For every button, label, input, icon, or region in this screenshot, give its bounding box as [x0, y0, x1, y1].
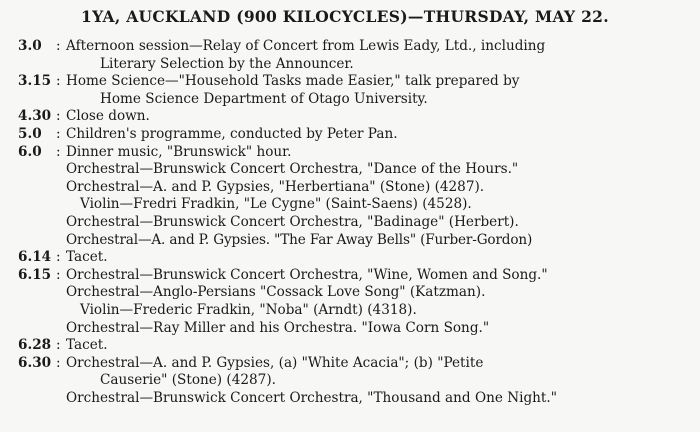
- programme-entry: [0, 355, 690, 373]
- entry-text: Children's programme, conducted by Peter Pan.: [66, 125, 398, 142]
- item-text: Violin—Fredri Fradkin, "Le Cygne" (Saint-Saens) (4528).: [80, 196, 472, 213]
- entry-text: Orchestral—A. and P. Gypsies, (a) "White Acacia"; (b) "Petite: [66, 354, 484, 371]
- entry-time: 6.15: [18, 266, 52, 283]
- entry-time: 6.30: [18, 354, 52, 371]
- item-text: Violin—Frederic Fradkin, "Noba" (Arndt) (4318).: [80, 301, 417, 318]
- entry-time: 4.30: [18, 108, 52, 125]
- programme-item: [0, 196, 690, 214]
- programme-entry: [0, 108, 690, 126]
- programme-entry: [0, 126, 690, 144]
- entry-time: 3.0: [18, 38, 42, 54]
- programme-entry: [0, 73, 690, 91]
- programme-entry: [0, 144, 690, 162]
- programme-item: [0, 179, 690, 197]
- time-separator: :: [56, 266, 61, 283]
- time-separator: :: [56, 125, 61, 142]
- item-text: Orchestral—Brunswick Concert Orchestra, "Dance of the Hours.": [66, 161, 519, 178]
- item-text: Orchestral—Brunswick Concert Orchestra, "Badinage" (Herbert).: [66, 213, 519, 230]
- time-separator: :: [56, 337, 61, 354]
- entry-time: 6.14: [18, 249, 52, 266]
- entry-time: 6.28: [18, 337, 52, 354]
- programme-item: [0, 214, 690, 232]
- programme-entry-continuation: [0, 372, 690, 390]
- programme-entry-continuation: [0, 56, 690, 74]
- item-text: Orchestral—Ray Miller and his Orchestra. "Iowa Corn Song.": [66, 319, 490, 336]
- time-separator: :: [56, 354, 61, 371]
- entry-text: Dinner music, "Brunswick" hour.: [66, 143, 292, 160]
- time-separator: :: [56, 249, 61, 266]
- entry-text: Home Science Department of Otago University.: [100, 90, 428, 107]
- time-separator: :: [56, 73, 61, 90]
- programme-item: [0, 390, 690, 408]
- programme-item: [0, 302, 690, 320]
- entry-text: Orchestral—Brunswick Concert Orchestra, "Wine, Women and Song.": [66, 266, 548, 283]
- entry-time: 3.15: [18, 73, 52, 90]
- programme-entry: [0, 267, 690, 285]
- programme-item: [0, 161, 690, 179]
- programme-entry: [0, 249, 690, 267]
- programme-entry: [0, 337, 690, 355]
- entry-text: Literary Selection by the Announcer.: [100, 55, 354, 72]
- item-text: Orchestral—A. and P. Gypsies. "The Far Away Bells" (Furber-Gordon): [66, 231, 533, 248]
- time-separator: :: [56, 108, 61, 125]
- entry-time: 6.0: [18, 143, 42, 160]
- programme-entry: [0, 38, 690, 56]
- entry-text: Afternoon session—Relay of Concert from Lewis Eady, Ltd., including: [66, 38, 546, 54]
- programme-item: [0, 232, 690, 250]
- programme-item: [0, 320, 690, 338]
- entry-text: Causerie" (Stone) (4287).: [100, 372, 276, 389]
- item-text: Orchestral—Anglo-Persians "Cossack Love Song" (Katzman).: [66, 284, 486, 301]
- entry-text: Tacet.: [66, 337, 108, 354]
- station-heading: 1YA, AUCKLAND (900 KILOCYCLES)—THURSDAY, MAY 22.: [81, 7, 609, 26]
- item-text: Orchestral—A. and P. Gypsies, "Herbertiana" (Stone) (4287).: [66, 178, 485, 195]
- entry-text: Home Science—"Household Tasks made Easier," talk prepared by: [66, 73, 520, 90]
- time-separator: :: [56, 38, 61, 54]
- entry-text: Tacet.: [66, 249, 108, 266]
- time-separator: :: [56, 143, 61, 160]
- entry-text: Close down.: [66, 108, 150, 125]
- item-text: Orchestral—Brunswick Concert Orchestra, "Thousand and One Night.": [66, 389, 557, 406]
- programme-item: [0, 284, 690, 302]
- programme-list: [0, 38, 690, 407]
- programme-entry-continuation: [0, 91, 690, 109]
- entry-time: 5.0: [18, 125, 42, 142]
